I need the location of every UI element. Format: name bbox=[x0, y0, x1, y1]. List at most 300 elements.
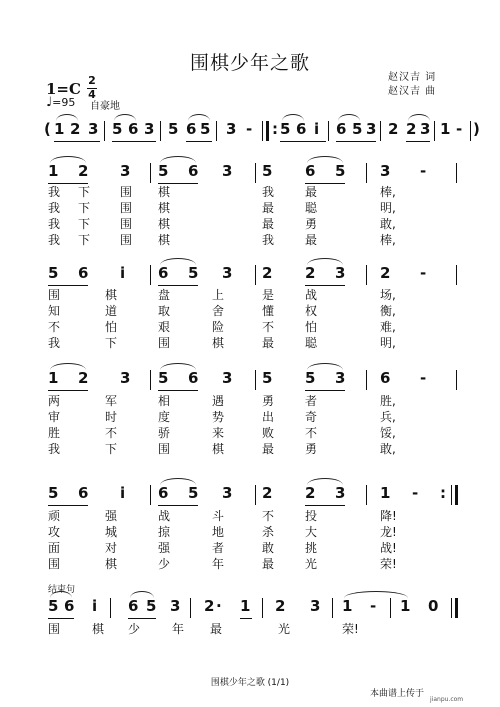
note: 1 bbox=[400, 597, 411, 615]
note: 6 bbox=[186, 120, 197, 138]
barline bbox=[262, 598, 263, 618]
note: 6 bbox=[380, 369, 391, 387]
barline bbox=[366, 163, 367, 183]
note: 6 bbox=[296, 120, 307, 138]
lyric: 我 bbox=[262, 233, 275, 247]
slur bbox=[160, 258, 196, 265]
note: 6 bbox=[128, 120, 139, 138]
barline bbox=[434, 121, 435, 141]
slur bbox=[50, 591, 72, 598]
note: 6 bbox=[78, 484, 89, 502]
expression-marking: 自豪地 bbox=[90, 101, 120, 112]
barline bbox=[255, 265, 256, 285]
slur bbox=[307, 363, 343, 370]
lyric-row bbox=[0, 424, 500, 440]
underline bbox=[128, 618, 156, 619]
intro-open-paren: ( bbox=[44, 120, 51, 138]
intro-line bbox=[0, 118, 500, 150]
note: 6 bbox=[158, 264, 169, 282]
lyric: 降! bbox=[380, 509, 397, 523]
underline bbox=[48, 505, 88, 506]
note: 1 bbox=[48, 369, 59, 387]
repeat-barline bbox=[266, 121, 269, 141]
lyric-row bbox=[0, 334, 500, 350]
note: 3 bbox=[222, 484, 233, 502]
note: 2 bbox=[406, 120, 417, 138]
barline bbox=[104, 121, 105, 141]
lyric: 勇 bbox=[305, 442, 318, 456]
lyric: 来 bbox=[212, 426, 225, 440]
lyric: 最 bbox=[262, 217, 275, 231]
dash: - bbox=[370, 597, 377, 615]
note: 5 bbox=[158, 162, 169, 180]
slur bbox=[338, 114, 360, 121]
note: 6 bbox=[336, 120, 347, 138]
note: 6 bbox=[78, 264, 89, 282]
lyric: 我 bbox=[48, 217, 61, 231]
lyric: 少 bbox=[158, 557, 171, 571]
lyric-row bbox=[0, 620, 500, 636]
lyric: 围 bbox=[48, 288, 61, 302]
underline bbox=[305, 390, 345, 391]
note: 3 bbox=[222, 369, 233, 387]
lyric: 勇 bbox=[262, 394, 275, 408]
lyric: 强 bbox=[105, 509, 118, 523]
note: 6 bbox=[128, 597, 139, 615]
lyric: 光 bbox=[278, 622, 291, 636]
underline bbox=[406, 141, 430, 142]
barline bbox=[366, 265, 367, 285]
lyric: 馁, bbox=[380, 426, 396, 440]
lyric: 时 bbox=[105, 410, 118, 424]
intro-close-paren: ) bbox=[473, 120, 480, 138]
barline bbox=[456, 265, 457, 285]
note: 3 bbox=[420, 120, 431, 138]
note: 6 bbox=[64, 597, 75, 615]
lyric: 棒, bbox=[380, 185, 396, 199]
lyric: 棋 bbox=[158, 217, 171, 231]
note: 5 bbox=[146, 597, 157, 615]
note: 3 bbox=[222, 162, 233, 180]
lyric: 明, bbox=[380, 336, 396, 350]
note: 6 bbox=[188, 162, 199, 180]
barline bbox=[470, 121, 471, 141]
note: 6 bbox=[305, 162, 316, 180]
lyric: 勇 bbox=[305, 217, 318, 231]
note: 5 bbox=[188, 264, 199, 282]
lyric: 棋 bbox=[158, 233, 171, 247]
rest: 0 bbox=[428, 597, 439, 615]
barline bbox=[110, 598, 111, 618]
lyric-row bbox=[0, 408, 500, 424]
lyric-row bbox=[0, 555, 500, 571]
tempo-value: =95 bbox=[52, 96, 76, 109]
note: 1 bbox=[54, 120, 65, 138]
lyric: 下 bbox=[105, 336, 118, 350]
note: 3 bbox=[88, 120, 99, 138]
lyric: 围 bbox=[158, 442, 171, 456]
tie bbox=[344, 591, 408, 598]
note: 5 bbox=[48, 264, 59, 282]
note: 6 bbox=[158, 484, 169, 502]
lyric: 棋 bbox=[212, 336, 225, 350]
lyric: 地 bbox=[212, 525, 225, 539]
dash: - bbox=[420, 264, 427, 282]
lyric: 审 bbox=[48, 410, 61, 424]
lyric-row bbox=[0, 215, 500, 231]
note: 5 bbox=[335, 162, 346, 180]
lyric: 取 bbox=[158, 304, 171, 318]
note: 5 bbox=[112, 120, 123, 138]
dash: - bbox=[246, 120, 253, 138]
lyric: 最 bbox=[262, 442, 275, 456]
note: 3 bbox=[226, 120, 237, 138]
dash: - bbox=[456, 120, 463, 138]
slur bbox=[114, 114, 136, 121]
lyric: 是 bbox=[262, 288, 275, 302]
barline bbox=[456, 370, 457, 390]
barline bbox=[160, 121, 161, 141]
slur bbox=[56, 114, 78, 121]
lyric: 不 bbox=[105, 426, 118, 440]
lyric: 大 bbox=[305, 525, 318, 539]
lyric: 棋 bbox=[158, 201, 171, 215]
slur bbox=[188, 114, 210, 121]
note: 3 bbox=[222, 264, 233, 282]
note: 2 bbox=[388, 120, 399, 138]
lyric: 相 bbox=[158, 394, 171, 408]
lyric: 棋 bbox=[105, 288, 118, 302]
lyric: 投 bbox=[305, 509, 318, 523]
note: 5 bbox=[352, 120, 363, 138]
lyric: 最 bbox=[262, 201, 275, 215]
barline bbox=[150, 163, 151, 183]
barline bbox=[328, 121, 329, 141]
lyric-row bbox=[0, 523, 500, 539]
underline bbox=[186, 141, 212, 142]
barline bbox=[216, 121, 217, 141]
lyric: 荣! bbox=[342, 622, 359, 636]
lyric: 围 bbox=[120, 217, 133, 231]
dash: - bbox=[420, 162, 427, 180]
note: i bbox=[120, 484, 126, 502]
lyric-row bbox=[0, 318, 500, 334]
lyric: 杀 bbox=[262, 525, 275, 539]
lyric: 挑 bbox=[305, 541, 318, 555]
barline bbox=[262, 121, 263, 141]
lyric: 棋 bbox=[158, 185, 171, 199]
underline bbox=[280, 141, 326, 142]
lyric: 出 bbox=[262, 410, 275, 424]
tempo-marking bbox=[46, 95, 75, 110]
barline bbox=[150, 485, 151, 505]
underline bbox=[305, 505, 345, 506]
watermark-url: jianpu.com bbox=[430, 696, 464, 703]
dash: - bbox=[420, 369, 427, 387]
lyric: 斗 bbox=[212, 509, 225, 523]
lyric: 奇 bbox=[305, 410, 318, 424]
song-title: 围棋少年之歌 bbox=[189, 52, 310, 74]
lyric-row bbox=[0, 286, 500, 302]
note: 2 bbox=[305, 264, 316, 282]
lyric: 最 bbox=[305, 185, 318, 199]
note: i bbox=[120, 264, 126, 282]
lyric: 城 bbox=[105, 525, 118, 539]
lyric: 最 bbox=[210, 622, 223, 636]
repeat-barline bbox=[455, 485, 458, 505]
lyric: 围 bbox=[158, 336, 171, 350]
barline bbox=[255, 163, 256, 183]
dash: - bbox=[412, 484, 419, 502]
barline bbox=[366, 485, 367, 505]
note: 5 bbox=[188, 484, 199, 502]
lyric: 遇 bbox=[212, 394, 225, 408]
lyric: 最 bbox=[262, 557, 275, 571]
slur bbox=[160, 478, 196, 485]
lyric: 最 bbox=[262, 336, 275, 350]
lyric: 怕 bbox=[105, 320, 118, 334]
lyric: 敢 bbox=[262, 541, 275, 555]
underline bbox=[48, 618, 74, 619]
underline bbox=[158, 505, 198, 506]
lyric: 权 bbox=[305, 304, 318, 318]
note: 3 bbox=[380, 162, 391, 180]
note: 5 bbox=[168, 120, 179, 138]
lyric: 舍 bbox=[212, 304, 225, 318]
lyric: 我 bbox=[48, 336, 61, 350]
underline bbox=[54, 141, 100, 142]
lyric: 围 bbox=[48, 557, 61, 571]
lyric: 我 bbox=[48, 233, 61, 247]
lyric: 险 bbox=[212, 320, 225, 334]
final-barline bbox=[455, 598, 458, 618]
note: i bbox=[92, 597, 98, 615]
lyric: 场, bbox=[380, 288, 396, 302]
note: 5 bbox=[158, 369, 169, 387]
watermark: 本曲谱上传于 bbox=[370, 689, 425, 699]
lyric: 败 bbox=[262, 426, 275, 440]
note: 5 bbox=[262, 162, 273, 180]
lyric: 对 bbox=[105, 541, 118, 555]
lyric: 难, bbox=[380, 320, 396, 334]
lyric: 敢, bbox=[380, 217, 396, 231]
note: 5 bbox=[262, 369, 273, 387]
barline bbox=[150, 370, 151, 390]
lyric: 下 bbox=[78, 185, 91, 199]
barline bbox=[332, 598, 333, 618]
lyric: 我 bbox=[48, 185, 61, 199]
lyric: 顽 bbox=[48, 509, 61, 523]
barline bbox=[255, 370, 256, 390]
quarter-note-icon: ♩ bbox=[46, 95, 53, 110]
note: 3 bbox=[310, 597, 321, 615]
lyric: 明, bbox=[380, 201, 396, 215]
note: 5 bbox=[48, 597, 59, 615]
lyric-row bbox=[0, 183, 500, 199]
lyric: 棋 bbox=[212, 442, 225, 456]
note: 2 bbox=[262, 484, 273, 502]
slur bbox=[307, 258, 343, 265]
lyric: 攻 bbox=[48, 525, 61, 539]
note: 2 bbox=[70, 120, 81, 138]
note: 2 bbox=[262, 264, 273, 282]
underline bbox=[336, 141, 376, 142]
lyric: 聪 bbox=[305, 201, 318, 215]
note: 1 bbox=[380, 484, 391, 502]
lyric: 我 bbox=[262, 185, 275, 199]
lyric: 兵, bbox=[380, 410, 396, 424]
lyric: 围 bbox=[120, 201, 133, 215]
underline bbox=[48, 390, 88, 391]
barline bbox=[456, 163, 457, 183]
lyric-row bbox=[0, 302, 500, 318]
underline bbox=[158, 390, 198, 391]
slur bbox=[50, 363, 86, 370]
time-signature-bottom: 4 bbox=[88, 88, 96, 101]
lyric: 棋 bbox=[105, 557, 118, 571]
lyric: 掠 bbox=[158, 525, 171, 539]
note: 6 bbox=[188, 369, 199, 387]
lyricist-credit: 赵汉吉 词 bbox=[388, 72, 437, 83]
lyric: 强 bbox=[158, 541, 171, 555]
note: 1 bbox=[440, 120, 451, 138]
lyric: 光 bbox=[305, 557, 318, 571]
lyric-row bbox=[0, 507, 500, 523]
lyric-row bbox=[0, 539, 500, 555]
lyric-row bbox=[0, 199, 500, 215]
barline bbox=[380, 121, 381, 141]
lyric: 度 bbox=[158, 410, 171, 424]
lyric: 军 bbox=[105, 394, 118, 408]
note: 2 bbox=[380, 264, 391, 282]
barline bbox=[255, 485, 256, 505]
slur bbox=[160, 156, 196, 163]
lyric: 年 bbox=[172, 622, 185, 636]
barline bbox=[150, 265, 151, 285]
lyric: 知 bbox=[48, 304, 61, 318]
slur bbox=[307, 156, 343, 163]
lyric: 盘 bbox=[158, 288, 171, 302]
slur bbox=[130, 591, 154, 598]
note: 5 bbox=[305, 369, 316, 387]
lyric: 懂 bbox=[262, 304, 275, 318]
slur bbox=[307, 478, 343, 485]
lyric: 敢, bbox=[380, 442, 396, 456]
lyric: 棒, bbox=[380, 233, 396, 247]
note: i bbox=[314, 120, 320, 138]
note: 5 bbox=[200, 120, 211, 138]
note: 3 bbox=[144, 120, 155, 138]
barline bbox=[190, 598, 191, 618]
lyric: 上 bbox=[212, 288, 225, 302]
lyric: 战 bbox=[158, 509, 171, 523]
lyric: 战 bbox=[305, 288, 318, 302]
note: 3 bbox=[335, 264, 346, 282]
lyric: 下 bbox=[78, 201, 91, 215]
lyric: 战! bbox=[380, 541, 397, 555]
note: 2 bbox=[78, 369, 89, 387]
note: 3 bbox=[170, 597, 181, 615]
lyric: 两 bbox=[48, 394, 61, 408]
note: 5 bbox=[48, 484, 59, 502]
lyric: 道 bbox=[105, 304, 118, 318]
lyric: 下 bbox=[78, 217, 91, 231]
lyric: 艰 bbox=[158, 320, 171, 334]
lyric: 年 bbox=[212, 557, 225, 571]
composer-credit: 赵汉吉 曲 bbox=[388, 86, 437, 97]
lyric: 下 bbox=[105, 442, 118, 456]
lyric-row bbox=[0, 231, 500, 247]
underline bbox=[240, 618, 252, 619]
note: 1 bbox=[240, 597, 251, 615]
lyric: 围 bbox=[120, 185, 133, 199]
lyric: 少 bbox=[128, 622, 141, 636]
lyric: 骄 bbox=[158, 426, 171, 440]
slur bbox=[408, 114, 430, 121]
key-signature: 1=C bbox=[46, 80, 81, 98]
underline bbox=[112, 141, 156, 142]
lyric-row bbox=[0, 392, 500, 408]
repeat-colon: : bbox=[272, 120, 278, 138]
barline bbox=[390, 598, 391, 618]
lyric: 不 bbox=[262, 320, 275, 334]
note: 3 bbox=[366, 120, 377, 138]
lyric: 不 bbox=[48, 320, 61, 334]
lyric: 我 bbox=[48, 442, 61, 456]
lyric: 面 bbox=[48, 541, 61, 555]
lyric: 怕 bbox=[305, 320, 318, 334]
lyric: 者 bbox=[212, 541, 225, 555]
note: 2 bbox=[275, 597, 286, 615]
slur bbox=[50, 156, 86, 163]
barline bbox=[366, 370, 367, 390]
lyric: 衡, bbox=[380, 304, 396, 318]
repeat-colon: : bbox=[440, 484, 446, 502]
lyric: 势 bbox=[212, 410, 225, 424]
lyric: 胜, bbox=[380, 394, 396, 408]
dot: · bbox=[216, 597, 222, 615]
page-footer: 围棋少年之歌 (1/1) bbox=[210, 678, 290, 688]
lyric: 最 bbox=[305, 233, 318, 247]
lyric: 棋 bbox=[92, 622, 105, 636]
slur bbox=[282, 114, 304, 121]
lyric: 不 bbox=[305, 426, 318, 440]
lyric: 不 bbox=[262, 509, 275, 523]
note: 2 bbox=[78, 162, 89, 180]
note: 2 bbox=[305, 484, 316, 502]
slur bbox=[160, 363, 196, 370]
lyric: 者 bbox=[305, 394, 318, 408]
note: 1 bbox=[342, 597, 353, 615]
lyric: 聪 bbox=[305, 336, 318, 350]
lyric: 围 bbox=[48, 622, 61, 636]
lyric: 围 bbox=[120, 233, 133, 247]
lyric: 龙! bbox=[380, 525, 397, 539]
note: 1 bbox=[48, 162, 59, 180]
note: 3 bbox=[120, 162, 131, 180]
lyric-row bbox=[0, 440, 500, 456]
lyric: 荣! bbox=[380, 557, 397, 571]
coda-label: 结束句 bbox=[48, 585, 76, 595]
lyric: 下 bbox=[78, 233, 91, 247]
time-signature-top: 2 bbox=[88, 74, 96, 87]
barline bbox=[451, 485, 452, 505]
note: 5 bbox=[280, 120, 291, 138]
lyric: 我 bbox=[48, 201, 61, 215]
barline bbox=[451, 598, 452, 618]
note: 2 bbox=[204, 597, 215, 615]
note: 3 bbox=[335, 369, 346, 387]
